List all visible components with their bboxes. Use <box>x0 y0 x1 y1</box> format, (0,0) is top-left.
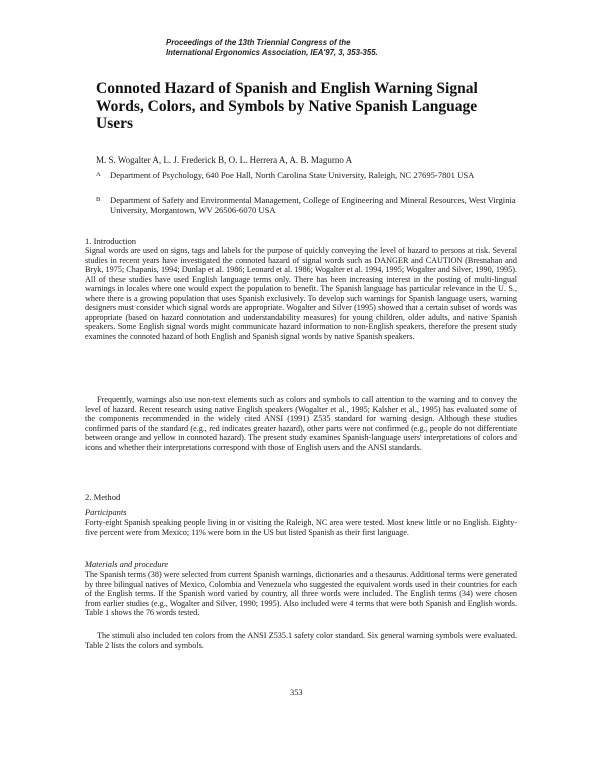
affiliation-b <box>96 195 516 215</box>
affiliation-mark: A <box>96 171 101 178</box>
method-heading: 2. Method <box>85 492 121 502</box>
participants-heading: Participants <box>85 508 127 517</box>
affiliation-text: Department of Psychology, 640 Poe Hall, North Carolina State University, Raleigh, NC 27695-7801 USA <box>110 170 475 180</box>
proceedings-header <box>166 38 526 58</box>
participants-paragraph: Forty-eight Spanish speaking people living in or visiting the Raleigh, NC area were tested. Most knew little or no English. Eighty-five percent were from Mexico; 11% were born in the US but listed Spanish as their first language. <box>85 518 517 537</box>
paper-title: Connoted Hazard of Spanish and English Warning Signal Words, Colors, and Symbols by Native Spanish Language Users <box>96 80 478 132</box>
affiliation-mark: B <box>96 196 101 203</box>
materials-heading: Materials and procedure <box>85 560 169 569</box>
introduction-heading: 1. Introduction <box>85 236 137 246</box>
affiliation-a <box>96 170 516 180</box>
affiliation-text: Department of Safety and Environmental Management, College of Engineering and Mineral Resources, West Virginia University, Morgantown, WV 26506-6070 USA <box>110 195 516 215</box>
introduction-paragraph-2: Frequently, warnings also use non-text elements such as colors and symbols to call attention to the warning and to convey the level of hazard. Recent research using native English speakers (Wogalter et al., 1995; Kalsher et al., 1995) has evaluated some of the components recommended in the widely cited ANSI (1991) Z535 standard for warning design. Although these studies confirmed parts of the standard (e.g., red indicates greater hazard), other parts were not confirmed (e.g., people do not differentiate between orange and yellow in connoted hazard). The present study examines Spanish-language users' interpretations of colors and icons and whether their interpretations correspond with those of English users and the ANSI standards. <box>85 395 517 452</box>
proceedings-line-1: Proceedings of the 13th Triennial Congress of the <box>166 38 351 47</box>
author-list: M. S. Wogalter A, L. J. Frederick B, O. L. Herrera A, A. B. Magurno A <box>96 155 353 165</box>
proceedings-line-2: International Ergonomics Association, IEA'97, 3, 353-355. <box>166 48 378 57</box>
introduction-paragraph-1: Signal words are used on signs, tags and labels for the purpose of quickly conveying the level of hazard to persons at risk. Several studies in recent years have investigated the connoted hazard of signal words such as DANGER and CAUTION (Bresnahan and Bryk, 1975; Chapanis, 1994; Dunlap et al. 1986; Leonard et al. 1986; Wogalter et al. 1994, 1995; Wogalter and Silver, 1990, 1995). All of these studies have used English language terms only. There has been increasing interest in the posting of multi-lingual warnings in locales where one would expect the population to benefit. The Spanish language has particular relevance in the U. S., where there is a growing population that uses Spanish exclusively. To develop such warnings for Spanish language users, warning designers must consider which signal words are appropriate. Wogalter and Silver (1995) showed that a certain subset of words was appropriate (based on hazard connotation and understandability measures) for young children, older adults, and native Spanish speakers. Some English signal words might communicate hazard information to non-English speakers, therefore the present study examines the connoted hazard of both English and Spanish signal words by native Spanish speakers. <box>85 246 517 341</box>
materials-paragraph-1: The Spanish terms (38) were selected from current Spanish warnings, dictionaries and a thesaurus. Additional terms were generated by three bilingual natives of Mexico, Colombia and Venezuela who suggested the equivalent words used in their countries for each of the English terms. If the Spanish word varied by country, all three words were included. The English terms (34) were chosen from earlier studies (e.g., Wogalter and Silver, 1990; 1995). Also included were 4 terms that were both Spanish and English words. Table 1 shows the 76 words tested. <box>85 570 517 618</box>
page-number: 353 <box>290 688 303 697</box>
materials-paragraph-2: The stimuli also included ten colors from the ANSI Z535.1 safety color standard. Six general warning symbols were evaluated. Table 2 lists the colors and symbols. <box>85 631 517 650</box>
